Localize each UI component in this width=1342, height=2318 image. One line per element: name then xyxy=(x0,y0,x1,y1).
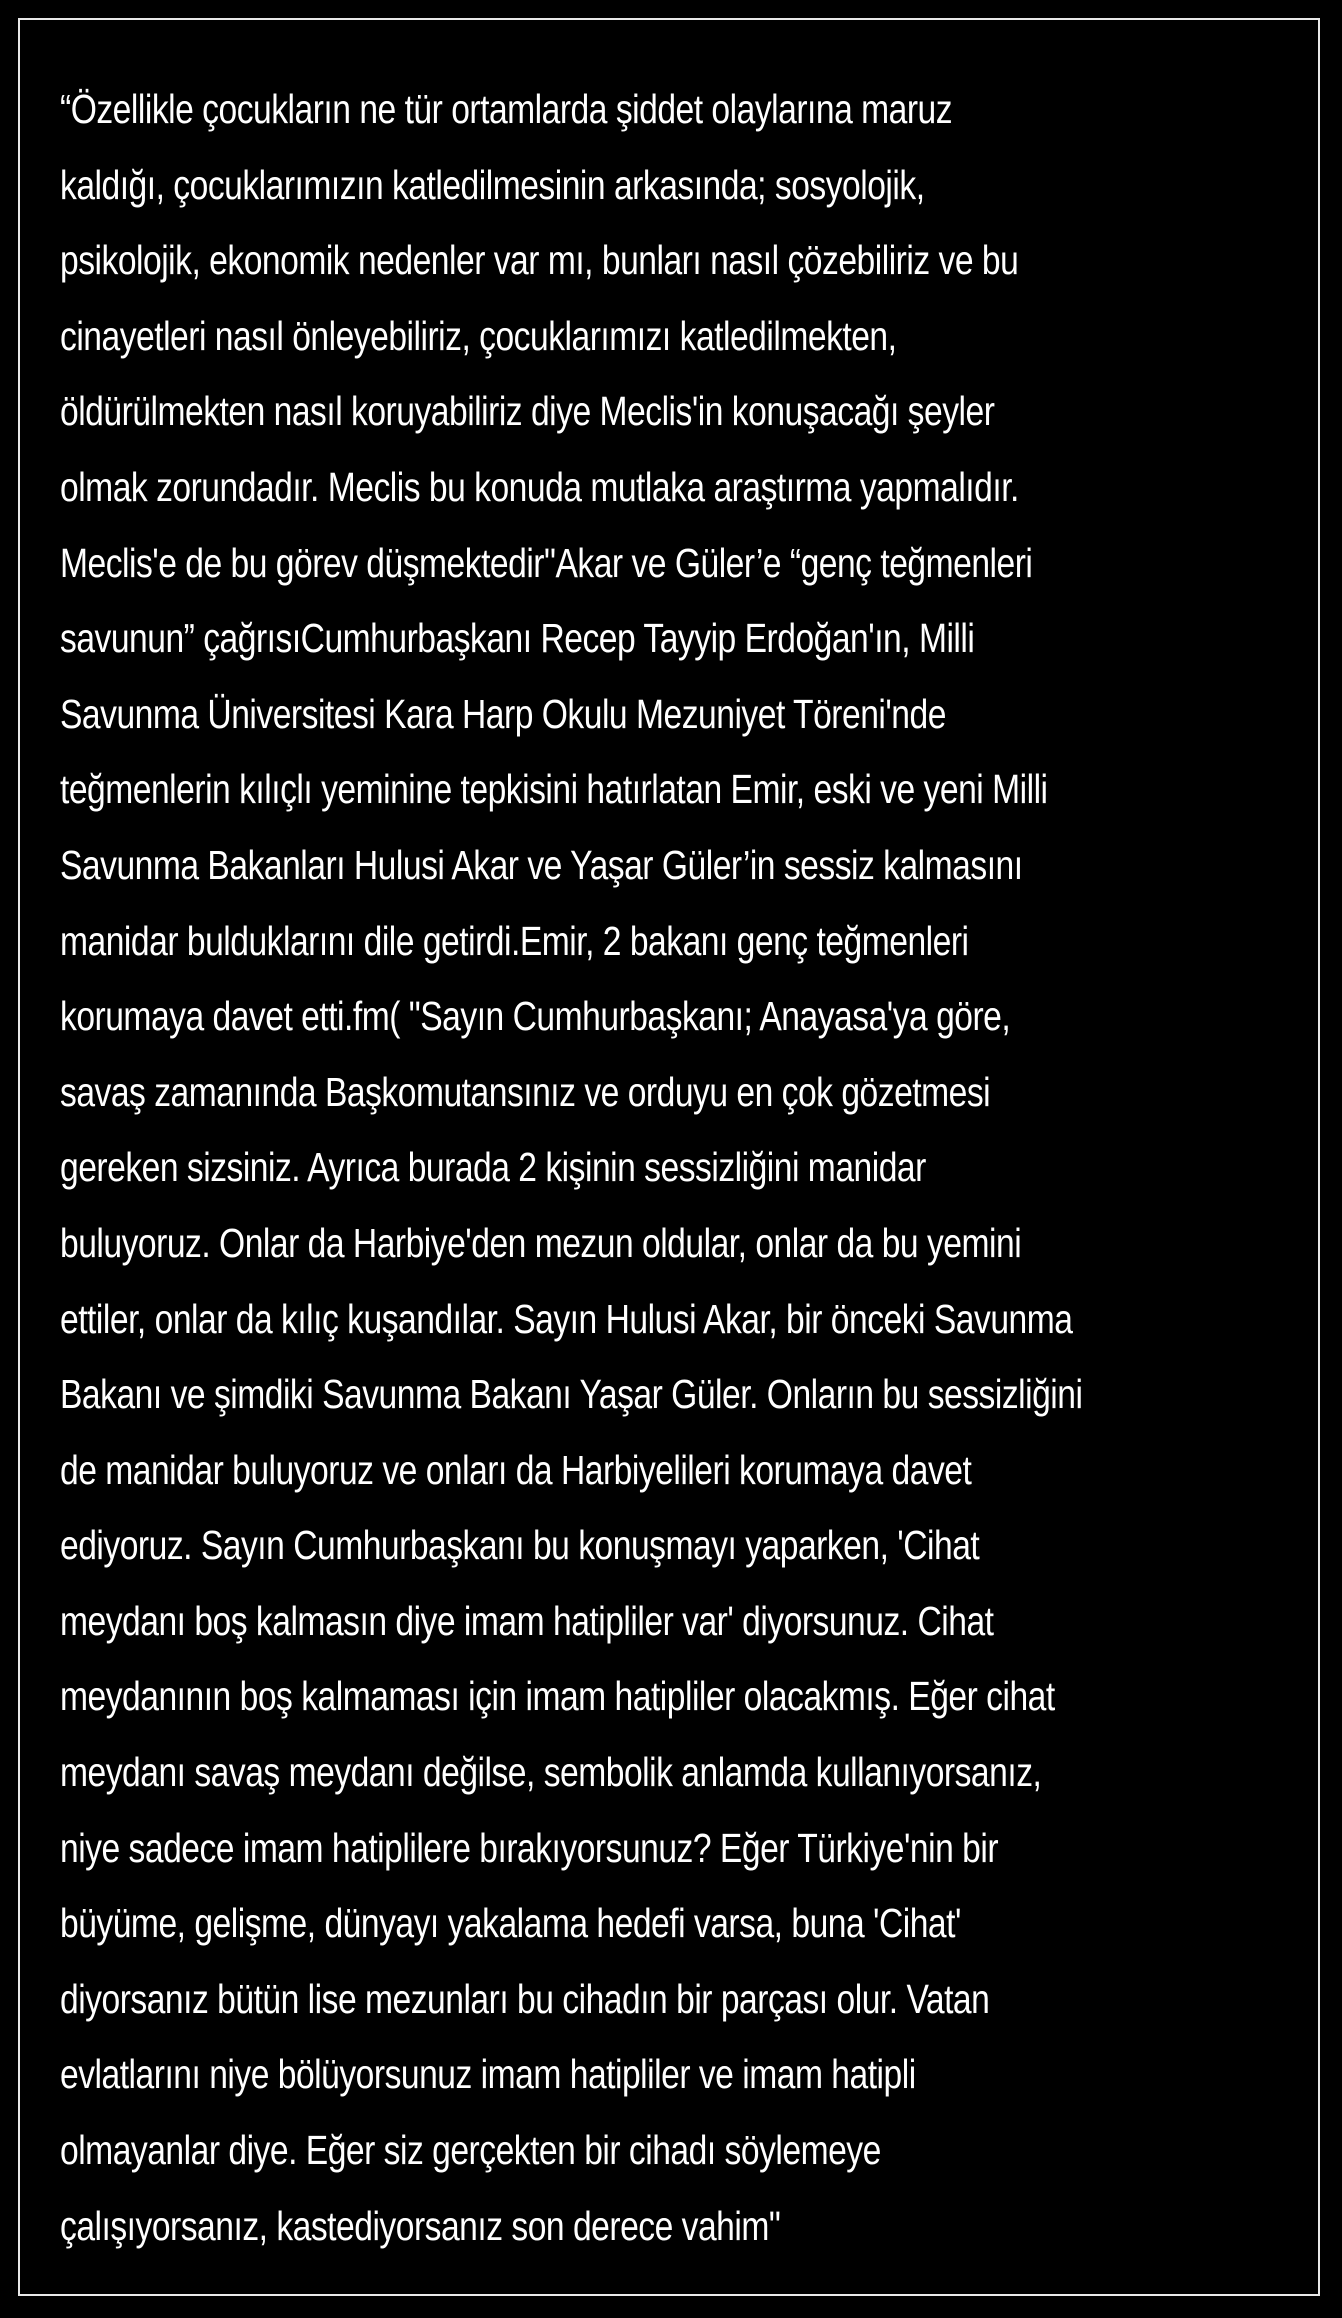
text-line: büyüme, gelişme, dünyayı yakalama hedefi varsa, buna 'Cihat' xyxy=(60,1900,961,1947)
text-line: öldürülmekten nasıl koruyabiliriz diye Meclis'in konuşacağı şeyler xyxy=(60,388,995,435)
quote-text-block xyxy=(60,72,1083,2264)
text-line: korumaya davet etti.fm( "Sayın Cumhurbaşkanı; Anayasa'ya göre, xyxy=(60,993,1011,1040)
text-line: meydanının boş kalmaması için imam hatipliler olacakmış. Eğer cihat xyxy=(60,1673,1055,1720)
text-line: ettiler, onlar da kılıç kuşandılar. Sayın Hulusi Akar, bir önceki Savunma xyxy=(60,1295,1073,1342)
text-line: manidar bulduklarını dile getirdi.Emir, 2 bakanı genç teğmenleri xyxy=(60,917,969,964)
text-line: cinayetleri nasıl önleyebiliriz, çocuklarımızı katledilmekten, xyxy=(60,312,897,359)
text-line: “Özellikle çocukların ne tür ortamlarda şiddet olaylarına maruz xyxy=(60,86,953,132)
text-line: de manidar buluyoruz ve onları da Harbiyelileri korumaya davet xyxy=(60,1446,972,1493)
text-line: olmayanlar diye. Eğer siz gerçekten bir cihadı söylemeye xyxy=(60,2127,881,2174)
text-line: Savunma Üniversitesi Kara Harp Okulu Mezuniyet Töreni'nde xyxy=(60,690,946,737)
text-line: niye sadece imam hatiplilere bırakıyorsunuz? Eğer Türkiye'nin bir xyxy=(60,1824,999,1871)
text-line: evlatlarını niye bölüyorsunuz imam hatipliler ve imam hatipli xyxy=(60,2051,916,2098)
text-line: meydanı boş kalmasın diye imam hatipliler var' diyorsunuz. Cihat xyxy=(60,1597,994,1644)
text-line: gereken sizsiniz. Ayrıca burada 2 kişinin sessizliğini manidar xyxy=(60,1144,926,1191)
text-line: çalışıyorsanız, kastediyorsanız son derece vahim" xyxy=(60,2202,781,2249)
text-line: teğmenlerin kılıçlı yeminine tepkisini hatırlatan Emir, eski ve yeni Milli xyxy=(60,766,1048,813)
text-line: Bakanı ve şimdiki Savunma Bakanı Yaşar Güler. Onların bu sessizliğini xyxy=(60,1371,1083,1418)
text-line: meydanı savaş meydanı değilse, sembolik anlamda kullanıyorsanız, xyxy=(60,1749,1042,1796)
text-line: psikolojik, ekonomik nedenler var mı, bunları nasıl çözebiliriz ve bu xyxy=(60,237,1019,284)
text-line: savaş zamanında Başkomutansınız ve orduyu en çok gözetmesi xyxy=(60,1068,991,1115)
text-line: Savunma Bakanları Hulusi Akar ve Yaşar Güler’in sessiz kalmasını xyxy=(60,841,1023,888)
text-line: Meclis'e de bu görev düşmektedir"Akar ve Güler’e “genç teğmenleri xyxy=(60,539,1033,586)
text-line: olmak zorundadır. Meclis bu konuda mutlaka araştırma yapmalıdır. xyxy=(60,463,1019,510)
text-line: ediyoruz. Sayın Cumhurbaşkanı bu konuşmayı yaparken, 'Cihat xyxy=(60,1522,980,1569)
text-line: buluyoruz. Onlar da Harbiye'den mezun oldular, onlar da bu yemini xyxy=(60,1219,1022,1266)
text-line: kaldığı, çocuklarımızın katledilmesinin arkasında; sosyolojik, xyxy=(60,161,925,208)
text-line: savunun” çağrısıCumhurbaşkanı Recep Tayyip Erdoğan'ın, Milli xyxy=(60,615,975,662)
text-line: diyorsanız bütün lise mezunları bu cihadın bir parçası olur. Vatan xyxy=(60,1975,990,2022)
